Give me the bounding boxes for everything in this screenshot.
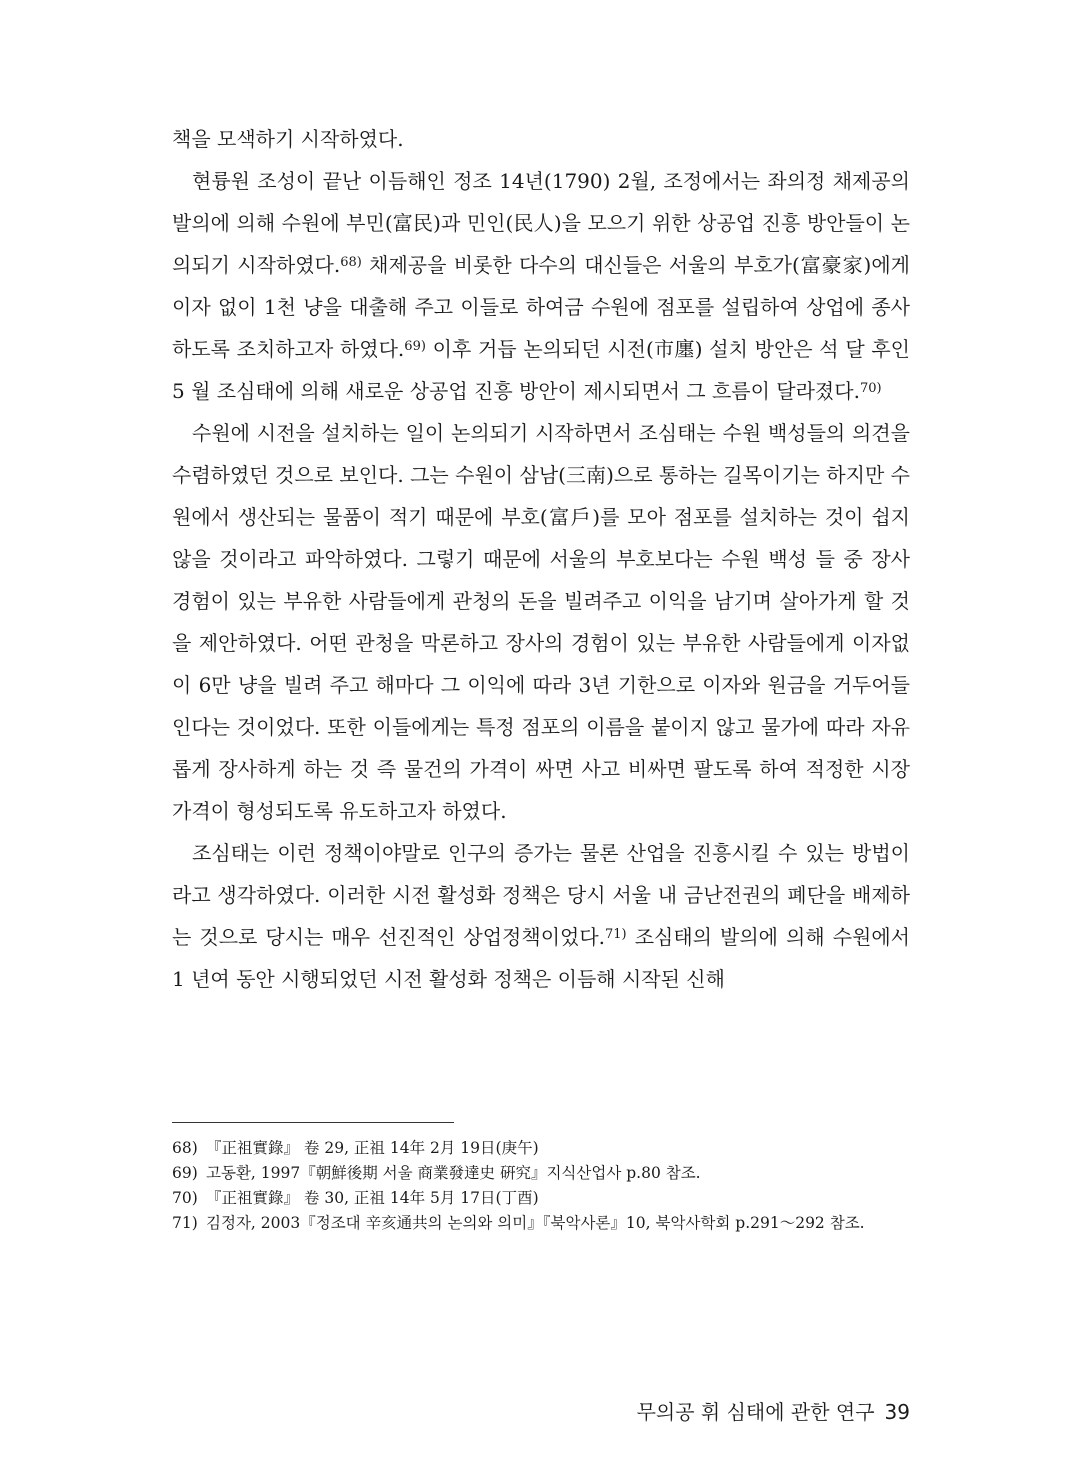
paragraph-2-text-c: 이후 거듭 논의되던 시전(市廛) 설치 방안은 석 달 후인 5 월 조심태에 의해 새로운 상공업 진흥 방안이 제시되면서 그 흐름이 달라졌다.	[172, 337, 911, 403]
footnote-ref-68[interactable]: 68)	[340, 255, 362, 270]
footnote-68	[172, 1136, 910, 1161]
paragraph-2-text-b: 채제공을 비롯한 다수의 대신들은 서울의 부호가(富豪家)에게 이자 없이 1천 냥을 대출해 주고 이들로 하여금 수원에 점포를 설립하여 상업에 종사하도록 조치하고자 하였다.	[172, 253, 910, 361]
footnote-number: 70)	[172, 1189, 198, 1207]
footnote-ref-69[interactable]: 69)	[404, 339, 426, 354]
footnote-text: 고동환, 1997『朝鮮後期 서울 商業發達史 硏究』지식산업사 p.80 참조.	[206, 1164, 701, 1182]
paragraph-4-text-a: 조심태는 이런 정책이야말로 인구의 증가는 물론 산업을 진흥시킬 수 있는 방법이라고 생각하였다. 이러한 시전 활성화 정책은 당시 서울 내 금난전권의 폐단을 배제하는 것으로 당시는 매우 선진적인 상업정책이었다.	[172, 841, 910, 949]
paragraph-2-text-a: 현륭원 조성이 끝난 이듬해인 정조 14년(1790) 2월, 조정에서는 좌의정 채제공의 발의에 의해 수원에 부민(富民)과 민인(民人)을 모으기 위한 상공업 진흥 방안들이 논의되기 시작하였다.	[172, 169, 910, 277]
main-body	[172, 118, 910, 1000]
footnote-number: 69)	[172, 1164, 198, 1182]
running-title: 무의공 휘 심태에 관한 연구	[636, 1400, 875, 1424]
footnote-divider	[172, 1122, 454, 1123]
footnote-ref-70[interactable]: 70)	[859, 381, 882, 396]
footnote-ref-71[interactable]: 71)	[605, 927, 627, 942]
paragraph-1	[172, 118, 910, 160]
footnote-number: 68)	[172, 1139, 198, 1157]
footnote-text: 김정자, 2003『정조대 辛亥通共의 논의와 의미』『북악사론』10, 북악사학회 p.291～292 참조.	[206, 1214, 865, 1232]
paragraph-3	[172, 412, 910, 832]
page-number: 39	[884, 1400, 910, 1424]
footnote-69	[172, 1161, 910, 1186]
page-footer	[637, 1396, 910, 1425]
paragraph-3-text: 수원에 시전을 설치하는 일이 논의되기 시작하면서 조심태는 수원 백성들의 의견을 수렴하였던 것으로 보인다. 그는 수원이 삼남(三南)으로 통하는 길목이기는 하지만 수원에서 생산되는 물품이 적기 때문에 부호(富戶)를 모아 점포를 설치하는 것이 쉽지 않을 것이라고 파악하였다. 그렇기 때문에 서울의 부호보다는 수원 백성 들 중 장사 경험이 있는 부유한 사람들에게 관청의 돈을 빌려주고 이익을 남기며 살아가게 할 것을 제안하였다. 어떤 관청을 막론하고 장사의 경험이 있는 부유한 사람들에게 이자없이 6만 냥을 빌려 주고 해마다 그 이익에 따라 3년 기한으로 이자와 원금을 거두어들인다는 것이었다. 또한 이들에게는 특정 점포의 이름을 붙이지 않고 물가에 따라 자유롭게 장사하게 하는 것 즉 물건의 가격이 싸면 사고 비싸면 팔도록 하여 적정한 시장 가격이 형성되도록 유도하고자 하였다.	[172, 421, 910, 823]
paragraph-1-text: 책을 모색하기 시작하였다.	[172, 127, 404, 151]
footnotes-section	[172, 1136, 910, 1236]
footnote-text: 『正祖實錄』 卷 30, 正祖 14年 5月 17日(丁酉)	[206, 1189, 539, 1207]
paragraph-4-text-b: 조심태의 발의에 의해 수원에서 1 년여 동안 시행되었던 시전 활성화 정책은 이듬해 시작된 신해	[172, 925, 911, 991]
footnote-text: 『正祖實錄』 卷 29, 正祖 14年 2月 19日(庚午)	[206, 1139, 539, 1157]
footnote-70	[172, 1186, 910, 1211]
paragraph-2	[172, 160, 910, 412]
footnote-number: 71)	[172, 1214, 198, 1232]
footnote-71	[172, 1211, 910, 1236]
paragraph-4	[172, 832, 910, 1000]
